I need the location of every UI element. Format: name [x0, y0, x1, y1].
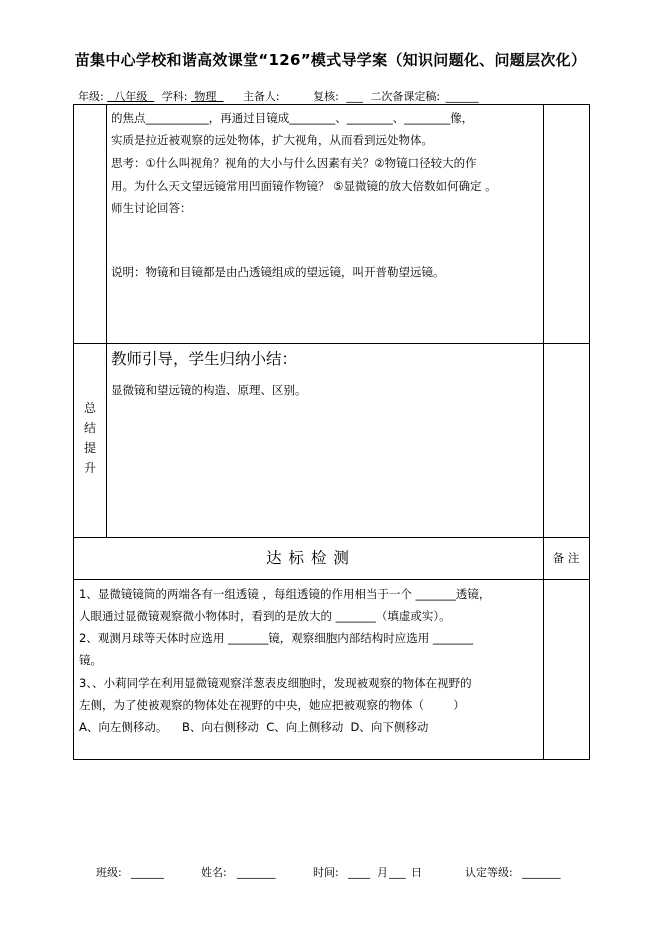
- section1-line-5: 师生讨论回答：: [111, 201, 192, 215]
- row-divider-3: [73, 579, 590, 580]
- assessment-heading: 达 标 检 测: [266, 549, 350, 567]
- second-blank: ______: [445, 90, 479, 103]
- second-label: 二次备课定稿:: [370, 90, 441, 103]
- section1-line-6: 说明：物镜和目镜都是由凸透镜组成的望远镜，叫开普勒望远镜。: [111, 265, 445, 279]
- section1-line-2: 实质是拉近被观察的远处物体，扩大视角，从而看到远处物体。: [111, 133, 433, 147]
- assessment-line-1: 1、显微镜镜筒的两端各有一组透镜 ，每组透镜的作用相当于一个 _______透镜，: [79, 587, 491, 601]
- subject-value: 物理: [190, 90, 224, 103]
- subject-label: 学科:: [161, 90, 188, 103]
- grade-label: 年级:: [78, 90, 104, 103]
- assessment-line-3: 2、观测月球等天体时应选用 _______镜，观察细胞内部结构时应选用 _______: [79, 631, 474, 645]
- document-title: 苗集中心学校和谐高效课堂“126”模式导学案（知识问题化、问题层次化）: [74, 51, 587, 69]
- table-border-top: [73, 104, 590, 105]
- review-blank: ___: [346, 90, 363, 103]
- row-divider-2: [73, 537, 590, 538]
- assessment-line-5: 3、、小莉同学在利用显微镜观察洋葱表皮细胞时，发现被观察的物体在视野的: [79, 676, 472, 690]
- assessment-line-4: 镜。: [79, 653, 102, 667]
- preparer-label: 主备人:: [242, 90, 280, 103]
- footer-level-label: 认定等级:: [465, 866, 513, 879]
- side-char-4: 升: [83, 461, 96, 475]
- table-border-right: [589, 104, 590, 760]
- summary-side-label: [73, 398, 107, 478]
- footer-class-blank: ______: [131, 866, 164, 879]
- section1-line-3: 思考：①什么叫视角？视角的大小与什么因素有关？②物镜口径较大的作: [111, 156, 477, 170]
- table-border-bottom: [73, 759, 590, 760]
- footer-time-label: 时间:: [313, 866, 339, 879]
- footer-name-label: 姓名:: [201, 866, 227, 879]
- grade-value: 八年级: [107, 90, 155, 103]
- notes-label: 备 注: [552, 551, 580, 565]
- assessment-line-7: A、向左侧移动。 B、向右侧移动 C、向上侧移动 D、向下侧移动: [79, 720, 429, 734]
- side-char-2: 结: [83, 421, 96, 435]
- row-divider-1: [73, 343, 590, 344]
- footer-name-blank: _______: [237, 866, 276, 879]
- assessment-line-6: 左侧，为了使被观察的物体处在视野的中央，她应把被观察的物体（ ）: [79, 698, 465, 712]
- assessment-line-2: 人眼通过显微镜观察微小物体时，看到的是放大的 _______（填虚或实）。: [79, 609, 451, 623]
- footer-time-blank2: ___: [389, 866, 406, 879]
- footer-level-blank: _______: [522, 866, 561, 879]
- footer-month: 月: [377, 866, 388, 879]
- notes-column-divider: [543, 104, 544, 760]
- header-meta: [78, 88, 479, 104]
- summary-heading: 教师引导，学生归纳小结：: [111, 350, 298, 368]
- footer-day: 日: [411, 866, 422, 879]
- footer-class-label: 班级:: [96, 866, 122, 879]
- review-label: 复核:: [313, 90, 339, 103]
- section1-line-4: 用。为什么天文望远镜常用凹面镜作物镜？ ⑤显微镜的放大倍数如何确定 。: [111, 179, 497, 193]
- section1-line-1: 的焦点___________，再通过目镜成________、________、________像，: [111, 111, 474, 125]
- summary-text: 显微镜和望远镜的构造、原理、区别。: [111, 383, 307, 397]
- side-char-3: 提: [83, 441, 96, 455]
- footer-time-blank1: ____: [348, 866, 370, 879]
- side-char-1: 总: [83, 401, 96, 415]
